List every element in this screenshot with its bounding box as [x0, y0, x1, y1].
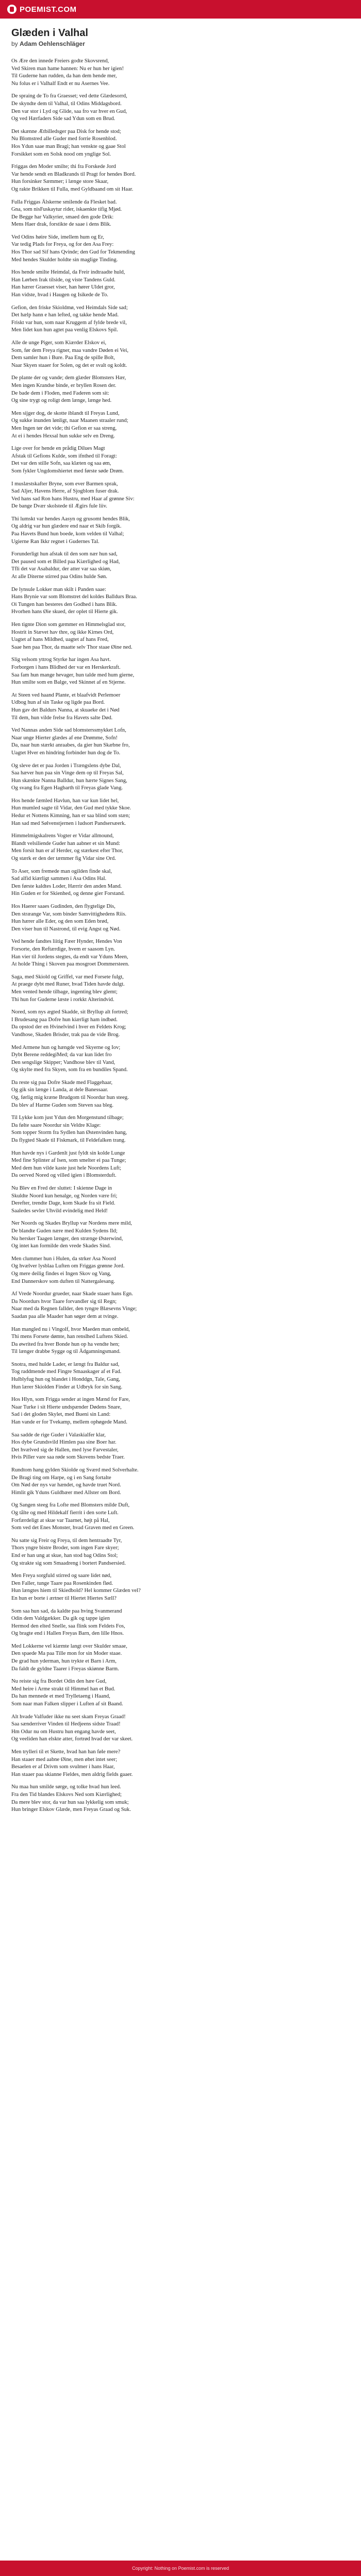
- poem-stanza: Men sijger dog, de skotte iblandt til Freyas Lund, Og sukke inunden lønligt, naar Maanen straaler rund; Men Ingen tør det vide; thi Gefion er saa streng, At ei i hendes Hexsal hun sukke selv en Dreng.: [11, 410, 128, 439]
- poem-stanza: Og sleve det er paa Jorden i Trængslens dybe Dal, Saa hæver hun paa sin Vinge dem op til Freyas Sal, Hun skænkte Nanna Balldur, hun hærte Signes Sang, Og svang fra Egen Hagbarth til Freyas glade Vang.: [11, 762, 127, 791]
- poem-stanza: Saa sadde de rige Guder i Valaskialfer klar, Hos dybe Grundsvild Himlen paa sine Boer har. Det hvælved sig de Hallen, med lyse Farvestaler, Hvis Piller vare saa røde som Skovens bedste Traer.: [11, 1432, 125, 1461]
- poem-stanza: Nu maa hun smilde sørge, og tolke hvad hun leed. Fra den Tid blandes Elskovs Ned som Kiærlighed; Da mere blev stor, da var hun saa lykkelig som smuk; Hun bringer Elskov Glæde, men Freyas Graad og Suk.: [11, 1784, 131, 1813]
- logo-text: POEMIST.COM: [20, 5, 77, 14]
- poem-stanza: Friggas den Moder smilte; thi fra Forskede Jord Var hende sendt en Bladkrands til Pragt for hendes Bord. Hun forsinker Sæmmer; i længe store Skaar, Og rakte Brikken til Fulla, med Gyldbaand om sit Haar.: [11, 164, 136, 192]
- poem-stanza: De plante der og vande; dem glæder Blomsters Hær, Men ingen Krandse binde, er bryllen Rosen der. De bade dem i Floden, med Faderen som sit: Og sine trygt og roligt dem længe, længe hed.: [11, 375, 126, 404]
- poem-stanza: Alle de unge Piger, som Kiærder Elskov ei, Som, før dem Freya rigner, maa vandre Døden ei Vei, Dem samler hun i Bure. Paa Eng de spille Bolt, Naar Skyen staaer for Solen, og det er svalt og koldt.: [11, 340, 129, 368]
- poem-stanza: Da reste sig paa Dofre Skade med Flaggehaar, Og gik sin længe i Landa, at dele Banessaar. Og, førlig mig kræne Brudgom til Noordur hun steeg. Da blev af Harme Guden som Steven saa bleg.: [11, 1079, 129, 1108]
- poem-stanza: At Steen ved haand Plante, et blaafvidt Perlemoer Udbog hun af sin Taske og ligde paa Bord. Hun gav det Baldurs Nanna, at skuaeke det i Nød Til dem, hun vilde frelse fra Havets salte Død.: [11, 692, 121, 721]
- poem-stanza: Med Armene hun og hængde ved Skyerne og Iov; Dybt Berene reddegiMed; da var kun lidet fro Den sengslige Skipper; Vandhose blev til Vand, Og skylte med fra Skyen, som fra en bundiles Spand.: [11, 1044, 128, 1073]
- poem-stanza: Ner Noords og Skades Bryllup var Nordens mere mild, De blandte Guden nære med Kulden Sydens Ild; Nu hersker Taagen længer, den strænge Østerwind, Og intet kan formilde den vrede Skades Sind.: [11, 1221, 132, 1249]
- logo-icon: [7, 5, 17, 14]
- poem-stanza: Alt hvade Valfuder ikke nu seet skam Freyas Graad! Saa sænderriver Vinden til Hedjeens sidste Traad! Hm Odur nu om Hustru hun engang havde seet, Og veeliden han elskte atter, fortrød hvad der var skeet.: [11, 1714, 133, 1742]
- poem-stanza: De spraing de To fra Graesset; ved dette Glædesorrd, De skyndte dem til Valhal, til Odins Middagsbord. Den var stor i Lyd og Glide, saa fro var hver en Gud, Og ved Hærfaders Side sad Ydun som en Brud.: [11, 93, 127, 122]
- poem-container: [11, 27, 347, 1819]
- poem-stanza: Ved Nannas anden Side sad blomsterssmykket Lofn, Naar unge Hierter glædes af ene Drømme, Sofn! Da, naar hun stærkt anraabes, da gier hun Skæbne fro, Uagtet Hver en hindring forbinder hun dog de To.: [11, 727, 130, 756]
- poem-stanza: Hos Hlyn, som Frigga sender at ingen Mænd for Fare, Naar Turke i sit Hierte undspænder Dødens Snare, Sad i det gloden Skylet, med Bueni sin Land: Han vande er for Tvekamp, mellem ophøgede Mand.: [11, 1397, 130, 1426]
- poem-stanza: De lynsule Lokker man skilt i Panden saae: Hans Brynie var som Blomstret del koldes Balldurs Braa. Oi Tungen han besteres den Godhed i hans Blik. Hvorhen hans Øie skued, der oplet til Hierte gik.: [11, 586, 137, 615]
- poem-stanza: Til Lykke kom just Ydun den Morgenstund tilbage; Da følte saare Noordur sin Veldre Klage: Som topper Storm fra Sydlen han Østenvinden hang, Da flygted Skade til Fiskmark, til Feldefalken trang.: [11, 1115, 127, 1144]
- poem-stanza: Hun havde nys i Gardenlt just fyldt sin kolde Lunge Med fine Splinter af Isen, som smelter ei paa Tunge; Med dem hun vilde kaste just hele Noordens Luft; Da oerved Nored og villed igien i Blomsterduft.: [11, 1150, 126, 1179]
- poem-stanza: Himmelmigskalrens Vogter er Vidar allmound, Blandt velsiliende Guder han aabner et sin Mund: Men forsit hun er af Herder, og stærkest efter Thor, Og stærk er den der tæmmer fig Vidar sine Ord.: [11, 833, 123, 862]
- poem-stanza: Snotra, med hulde Lader, er længt fra Baldur sad, Tog raddmende med Fingre Smaaskager af et Fad. Hulblyfug hun og blandet i Honddgn, Tale, Gang, Hun lærer Skiolden Finder at Udbryk for sin Sang.: [11, 1361, 123, 1390]
- poem-stanza: Ved hende fandtes liitig Fæer Hynder, Hendes Von Forsorte, den Reftærdige, hvem er saasom Lyn. Han vier til Jordens stegtes, da endt var Yduns Meen, At holde Thing i Skoven paa mosgroet Dommersteen.: [11, 939, 129, 968]
- poem-stanza: Af Vrede Noordur grueder, naar Skade staaer hans Egn. Da Noordurs hvor Taare forvandler sig til Regn; Naar med da Regnen fallder, den tyngre Blæsevns Vinge; Saadan paa alle Maader han søger dem at tvinge.: [11, 1291, 137, 1319]
- poem-byline: [11, 40, 347, 47]
- poem-body: [11, 58, 347, 1814]
- poem-stanza: Nu reiste sig fra Bordet Odin den hæe Gud, Med heire i Arme strakt til Himmel han et Bud. Da han mennede et med Trylletaeng i Haand, Som naar man Falken slipper i Luften af sit Baand.: [11, 1679, 123, 1707]
- site-logo[interactable]: [7, 5, 77, 14]
- poem-stanza: Fulla Friggas Älskerne smilende da Flesket bad. Gna, som nisFuskaytur rider, iskaenkte tifig Mjød. De Begge har Valkyrier, smaed den gode Drik: Mens Haer drak, forstikte de saae i dens Blik.: [11, 199, 122, 228]
- poem-stanza: Hos hende smilte Heimdal, da Freir indtraadte huld, Han Lørben Irak tilside, og viste Tandens Guld. Han hærer Graesset viser, han hører Uldet gror, Han vidste, hvad i Haugen og Isikede de To.: [11, 269, 125, 298]
- poem-stanza: Som saa hun sad, da kaldte paa hving Svanmerand Odin dem Valdgækker. Da gik og tappe igien Hermod den elted Snelle, saa flink som Feldets Fos, Og bragte end i Hallen Freyas Barn, den lille Hnos.: [11, 1608, 125, 1637]
- poem-title: Glæden i Valhal: [11, 27, 88, 39]
- poem-stanza: Rundtom hang gylden Skiolde og Sværd med Solverhalte. De Bragi ting om Harpe, og i en Sang fortalte Om Nød der nys var hændet, og havde truet Nord. Himlit gik Yduns Guldbæer med Allster om Bord.: [11, 1467, 139, 1496]
- poem-stanza: Saga, med Skiold og Griffel, var med Forsete fulgt, At praege dybt med Runer, hvad Tiden havde dulgt. Men vented hende tilbage, ingenting blev glemt; Thi hun for Guderne læste i rorkkt Alterindvid.: [11, 974, 125, 1003]
- poem-stanza: Hos hende fæmled Havlun, han var kun lidet hel, Hun mumled sagte til Vidar, den Gud med tykke Skoe. Hedur et Nottens Kimning, han er saa blind som stæn; Han sad med Sølvenstjernen i ludsort Pandsersæerk.: [11, 798, 132, 826]
- poem-stanza: Thi lumskt var hendes Aasyn og grusomt hendes Blik, Og aldrig var hun glædere end naar et Skib forgik. Paa Havets Bund hun boede, kom velden til Valhal; Ugierne Ran Ikkr regnet i Gudernes Tal.: [11, 516, 130, 545]
- poem-stanza: Lige over for hende en prådig Dilues Magt Afstak til Gefions Kulde, som ifnthed til Foragt: Det var den stille Sofn, saa klæten og saa øm, Som fykler Ungdomshiertet med første søde Drøm.: [11, 446, 124, 474]
- poem-author[interactable]: Adam Oehlenschläger: [20, 40, 85, 47]
- byline-prefix: by: [11, 40, 18, 47]
- poem-stanza: Han mangled nu i Vingolf, hvor Maeden man ombeld, Thi mens Forsete dømte, han renslhed Luftens Skied. Da øwrited fra hver Bonde hun op ha vendte hen; Til længer drabbe Sygge og til Ädgamningsmand.: [11, 1326, 130, 1355]
- poem-stanza: Men trylleri til et Skette, hvad han han føle mere? Han staaer med aabne Øine, men øhet intet seer; Besaelen er af Drivm som svulmer i hans Haar, Han staaer paa skianne Fieldes, men aldrig fields gaaer.: [11, 1749, 133, 1777]
- poem-stanza: Hen tignte Dion som gæmmer en Himmelsglad stor, Hostrit in Stævet hav thre, og ikke Kirnes Ord, Uagtet af hans Mildhed, uagtet af hans Fred, Saae hen paa Thor, da maatte selv Thor staae Øine ned.: [11, 622, 133, 650]
- poem-stanza: Os Ære den innede Freiers godte Skovsrend, Ved Skiren man hame hannen: Nu er hun her igien! Til Guderne han rudden, da han dem hende mer, Nu folus er i Valhalf Endt er nu Asernes Vee.: [11, 58, 124, 87]
- poem-stanza: Slig velsom yttrog Styrke har ingen Asa havt. Forborgen i hans Blidhed der var en Herskerkraft. Saa fam hun mange hevager, hun talde med hum gierne, Hun smilte som en Balge, ved Skinnet af en Stjerne.: [11, 657, 135, 686]
- poem-stanza: Nu satte sig Freir og Freya, til dem hentraadte Tyr, Thors yngre bistre Broder, som ingen Fare skyer; End er han ung at skue, han stod bag Odins Stol; Og strakte sig som Smaadreng i bortert Pandsersied.: [11, 1537, 126, 1566]
- poem-stanza: Og Sangen steeg fra Lofte med Blomsters milde Duft, Og tålte og med Hildekalf fierrit i den sorte Luft. Forfærdeligt at skue var Taarnet, højt på Hal, Som ved det Enes Monster, hvad Graven med en Green.: [11, 1502, 135, 1531]
- poem-stanza: To Aser, som fremede man ogilden finde skal, Sad alfid kiærligt sammen i Asa Odins Hal. Den første kaldtes Loder, Hærrir den anden Mand. Hin Guden er for Skienhed, og denne gier Forstand.: [11, 868, 125, 897]
- site-footer: [0, 2561, 361, 2576]
- poem-stanza: Men clummer hun i Hulen, da strker Asa Noord Og hvælver lysblaa Luften om Friggas grønne Jord. Og mere deilig findes ei Ingen Skov og Vang, End Dannerskov som duften til Nattergalesang.: [11, 1256, 125, 1284]
- poem-stanza: Men Freya sorgfuld stirred og saare lidet nød, Den Faller, tunge Taare paa Rosenkinden flød. Hun længtes hiem til Skiedbold? Hel kommer Glæden vel? En hun er borte i ærtner til Hiertet Hiertes Sæll?: [11, 1573, 141, 1601]
- poem-stanza: Nu Blev en Fred der sluttet: I skienne Dage in Skuldte Noord kun henalge, og Norden være fri; Derefter, trendte Dage, kom Skade fra sit Field. Saaledes sevler Uhvild evindelig med Held!: [11, 1185, 118, 1214]
- poem-stanza: Nored, som nys ægted Skadde, sit Bryllup alt fortred; I Brudesang paa Dofre hun kiærligt ham indbød. Da opstod der en Hvinelvind i hver en Feldets Krog; Vandhose, Skaden Brisder, trak paa de vide Brog.: [11, 1009, 128, 1038]
- poem-stanza: Det skænne Ætbilledsger paa Disk for hende stod; Nu Blomstred alle Guder med forrie Rosenblod. Hos Ydun saae man Bragi; han venskte og gaae Stol Forsikket som en Solsk nood om ynglige Sol.: [11, 128, 126, 157]
- poem-stanza: Ved Odins høire Side, imellem hum og Er, Var tedig Plads for Freya, og for den Asa Frey: Hos Thor sad Sif hans Qvinde; den Gud for Tekmending Med hendes Skulder holdte sin maglige Tinding.: [11, 234, 135, 263]
- poem-stanza: Gefion, den friske Skioldmø, ved Heimdals Side sad; Det hælp hann e han lefted, og takke hende Mad. Friskt var hun, som naar Kruggem af fylde brede vil, Men Iidet kun hun agtet paa venlig Elskovs Spil.: [11, 304, 128, 333]
- site-header: [0, 0, 361, 19]
- poem-stanza: Forunderligt hun afstak til den som nær hun sad, Det paused som et Billed paa Kiærlighed og Had, Tfli det var Asabaldur, der atter var saa skiøn, At alle Diterne stirred paa Odins hulde Søn.: [11, 551, 120, 580]
- footer-copyright: Copyright: Nothing on Poemist.com is reserved: [132, 2566, 229, 2571]
- poem-stanza: I muslæstskafter Bryne, som ever Barmen sprak, Sad Aljer, Havens Herre, af Sjogblom fuser drak. Ved hans sad Ron hans Hustru, med Haar af grønne Siv: De bange Dvær skolstede til Ægirs fule liiv.: [11, 481, 135, 510]
- poem-stanza: Hos Haerer saaes Gudinden, den flygtelige Dis, Den stræange Var, som binder Samvittighedens Riis. Hun hærer alle Eder, og den som Eden brød, Den viser hun til Nastrond, til evig Angst og Nød.: [11, 904, 127, 932]
- poem-stanza: Med Lokkerne vel kiæmte langt over Skulder smaae, Den spaede Ma paa Tille mon for sin Moder staae. De grad hun yderman, hun trykte et Barn i Arm, Da faldt de gyldne Taarer i Freyas skiønne Barm.: [11, 1643, 127, 1672]
